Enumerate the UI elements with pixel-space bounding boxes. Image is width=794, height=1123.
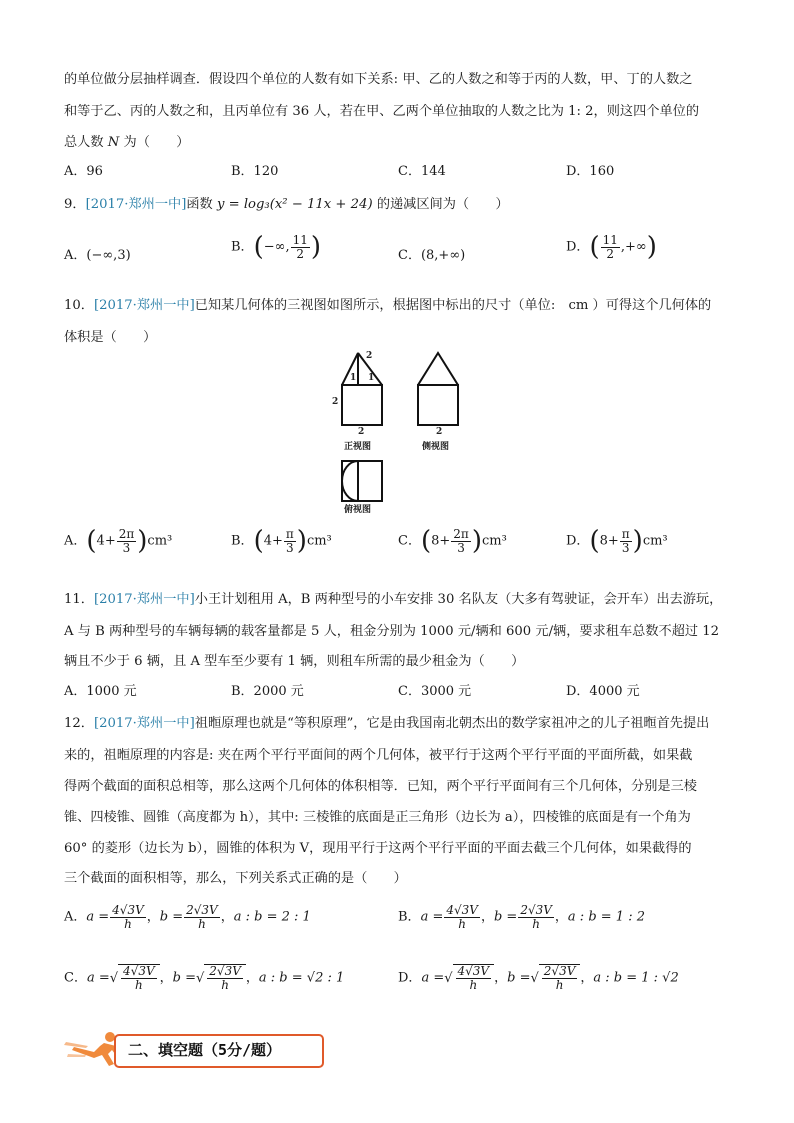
lhs-b: b = <box>493 909 518 925</box>
q8-option-c[interactable]: C．144 <box>398 164 446 179</box>
numerator: 4√3V <box>446 903 478 917</box>
section-title: 二、填空题（5分/题） <box>128 1041 282 1059</box>
fraction <box>601 234 620 260</box>
q12-option-a-label: A． <box>64 909 87 925</box>
numerator: 11 <box>292 232 308 247</box>
q9-option-a-expr: (−∞,3) <box>86 248 131 263</box>
numerator: 2√3V <box>520 903 552 917</box>
q10-option-c[interactable]: C．(8+ $\frac{2\pi}{3}$ )cm³ <box>398 526 507 556</box>
q12-stem-line3: 得两个截面的面积总相等，那么这两个几何体的体积相等．已知，两个平行平面间有三个几何体，分别是三棱 <box>64 779 697 794</box>
q10-stem-line1 <box>64 294 711 313</box>
q9-text-b: 的递减区间为（ ） <box>376 197 509 212</box>
lhs-a: a = <box>420 909 444 925</box>
fraction <box>184 904 220 930</box>
q8-text-line1: 的单位做分层抽样调查．假设四个单位的人数有如下关系: 甲、乙的人数之和等于丙的人数，甲、丁的人数之 <box>64 72 693 87</box>
dim-label: 2 <box>358 427 365 437</box>
unit: cm³ <box>306 533 332 549</box>
fraction <box>451 528 471 554</box>
q10-option-b-int: 4 <box>263 533 272 549</box>
q11-text-a: 小王计划租用 A，B 两种型号的小车安排 30 名队友（大多有驾驶证，会开车）出去游玩， <box>194 592 723 607</box>
left-paren: ( <box>589 526 600 556</box>
ratio: a : b = √2 : 1 <box>258 970 345 986</box>
fraction <box>121 965 157 991</box>
q12-stem-line2: 来的，祖暅原理的内容是: 夹在两个平行平面间的两个几何体，被平行于这两个平行平面的平面所截，如果截 <box>64 748 693 763</box>
q12-option-d[interactable]: D．a =√ $\frac{4√3V}{h}$ ，b =√ $\frac{2√3V}{h}$ ，a : b = 1 : √2 <box>398 964 679 992</box>
q11-option-d[interactable]: D．4000 元 <box>566 684 640 699</box>
q9-source-tag: [2017·郑州一中] <box>85 197 187 212</box>
radicand <box>539 964 581 991</box>
q12-option-b-label: B． <box>398 909 421 925</box>
q9-option-b-label: B． <box>231 239 254 255</box>
q8-text-line3 <box>64 131 189 150</box>
q9-option-c-label: C． <box>398 248 421 263</box>
q9-text-a: 函数 <box>186 197 213 212</box>
q8-var-n: N <box>107 135 120 150</box>
fraction <box>444 904 480 930</box>
dim-label: 1 <box>368 373 375 383</box>
denominator: h <box>124 916 132 931</box>
right-paren: ) <box>310 232 322 262</box>
fraction <box>620 528 632 554</box>
side-view-caption: 侧视图 <box>422 442 450 452</box>
dim-label: 2 <box>332 397 339 407</box>
dim-label: 1 <box>350 373 357 383</box>
right-paren: ) <box>137 526 148 556</box>
sqrt-sign: √ <box>109 970 119 986</box>
q10-number: 10． <box>64 298 94 313</box>
fraction <box>284 528 296 554</box>
q12-stem-line6: 三个截面的面积相等，那么，下列关系式正确的是（ ） <box>64 871 407 886</box>
q12-text-a: 祖暅原理也就是“等积原理”，它是由我国南北朝杰出的数学家祖冲之的儿子祖暅首先提出 <box>194 716 710 731</box>
q11-stem-line3: 辆且不少于 6 辆，且 A 型车至少要有 1 辆，则租车所需的最少租金为（ ） <box>64 654 525 669</box>
fraction <box>456 965 492 991</box>
q12-source-tag: [2017·郑州一中] <box>93 716 195 731</box>
denominator: 3 <box>122 540 131 555</box>
fraction <box>207 965 243 991</box>
top-view-caption: 俯视图 <box>344 505 372 515</box>
q12-stem-line4: 锥、四棱锥、圆锥（高度都为 h），其中: 三棱锥的底面是正三角形（边长为 a），四棱锥的底面是有一个角为 <box>64 810 691 825</box>
q12-option-d-label: D． <box>398 970 422 986</box>
q8-text-line2: 和等于乙、丙的人数之和，且丙单位有 36 人，若在甲、乙两个单位抽取的人数之比为 1: 2，则这四个单位的 <box>64 104 700 119</box>
q9-stem <box>64 193 509 212</box>
q9-option-c-expr: (8,+∞) <box>420 248 466 263</box>
q10-option-b-label: B． <box>231 533 254 549</box>
q10-option-a-int: 4 <box>96 533 105 549</box>
numerator: 2π <box>453 526 469 541</box>
q10-option-a[interactable]: A．(4+ $\frac{2\pi}{3}$ )cm³ <box>64 526 173 556</box>
section-banner <box>64 1028 324 1068</box>
q10-text-a: 已知某几何体的三视图如图所示，根据图中标出的尺寸（单位: cm ）可得这个几何体的 <box>194 298 712 313</box>
numerator: 2π <box>118 526 135 541</box>
denominator: h <box>134 977 143 992</box>
three-view-figure <box>322 345 462 519</box>
q9-option-b-pre: −∞, <box>263 239 290 255</box>
denominator: h <box>198 916 206 931</box>
right-paren: ) <box>632 526 643 556</box>
q8-text-b: 为（ ） <box>123 135 190 150</box>
right-paren: ) <box>646 232 657 262</box>
numerator: 2√3V <box>209 964 241 978</box>
q12-stem-line5: 60° 的菱形（边长为 b），圆锥的体积为 V，现用平行于这两个平行平面的平面去截三个几何体，如果截得的 <box>64 841 692 856</box>
left-paren: ( <box>86 526 97 556</box>
q9-expression: y = log₃(x² − 11x + 24) <box>216 197 373 212</box>
numerator: 2√3V <box>543 964 576 978</box>
q10-stem-line2: 体积是（ ） <box>64 330 157 345</box>
lhs-a: a = <box>421 970 445 986</box>
q12-option-c-label: C． <box>64 970 87 986</box>
unit: cm³ <box>147 533 173 549</box>
numerator: 4√3V <box>457 964 490 978</box>
denominator: 3 <box>457 540 465 555</box>
q8-option-a[interactable]: A．96 <box>64 164 103 179</box>
q9-option-d[interactable] <box>566 232 657 262</box>
numerator: 2√3V <box>186 903 218 917</box>
lhs-b: b = <box>172 970 196 986</box>
sqrt-sign: √ <box>196 970 205 986</box>
lhs-b: b = <box>159 909 184 925</box>
dim-label: 2 <box>436 427 443 437</box>
numerator: 4√3V <box>112 903 144 917</box>
dim-label: 2 <box>366 351 373 361</box>
q11-option-c[interactable]: C．3000 元 <box>398 684 472 699</box>
q10-option-c-int: 8 <box>431 533 440 549</box>
q10-option-a-label: A． <box>64 533 87 549</box>
denominator: 3 <box>286 540 294 555</box>
radicand <box>118 964 160 991</box>
q11-stem-line2: A 与 B 两种型号的车辆每辆的载客量都是 5 人，租金分别为 1000 元/辆和 600 元/辆，要求租车总数不超过 12 <box>64 624 720 639</box>
q10-option-d[interactable]: D．(8+ $\frac{\pi}{3}$ )cm³ <box>566 526 668 556</box>
q10-option-d-int: 8 <box>599 533 608 549</box>
unit: cm³ <box>642 533 668 549</box>
q12-stem-line1 <box>64 712 709 731</box>
lhs-a: a = <box>86 970 110 986</box>
unit: cm³ <box>481 533 507 549</box>
denominator: 2 <box>606 246 615 261</box>
q11-stem-line1 <box>64 588 722 607</box>
fraction <box>518 904 554 930</box>
fraction <box>291 234 310 260</box>
q9-number: 9． <box>64 197 86 212</box>
left-paren: ( <box>253 526 264 556</box>
denominator: h <box>532 916 540 931</box>
ratio: a : b = 1 : √2 <box>593 970 679 986</box>
numerator: π <box>621 526 630 541</box>
q11-option-a[interactable]: A．1000 元 <box>64 684 137 699</box>
right-paren: ) <box>296 526 307 556</box>
q11-number: 11． <box>64 592 94 607</box>
denominator: 2 <box>296 246 305 261</box>
ratio: a : b = 2 : 1 <box>233 909 311 925</box>
radicand <box>453 964 495 991</box>
numerator: 11 <box>602 232 618 247</box>
q9-option-c[interactable] <box>398 244 465 263</box>
sqrt-sign: √ <box>444 970 453 986</box>
radicand <box>204 964 246 991</box>
q10-source-tag: [2017·郑州一中] <box>93 298 195 313</box>
q9-option-a-label: A． <box>64 248 87 263</box>
q9-option-d-label: D． <box>566 239 590 255</box>
q12-number: 12． <box>64 716 94 731</box>
q8-option-d[interactable]: D．160 <box>566 164 615 179</box>
ratio: a : b = 1 : 2 <box>567 909 645 925</box>
q11-source-tag: [2017·郑州一中] <box>93 592 195 607</box>
lhs-a: a = <box>86 909 110 925</box>
left-paren: ( <box>253 232 264 262</box>
denominator: h <box>458 916 466 931</box>
numerator: π <box>285 526 294 541</box>
q9-option-b[interactable] <box>231 232 321 262</box>
left-paren: ( <box>420 526 432 556</box>
q10-option-c-label: C． <box>398 533 421 549</box>
q12-option-b[interactable]: B．a = $\frac{4√3V}{h}$ ，b = $\frac{2√3V}{h}$ ，a : b = 1 : 2 <box>398 903 645 931</box>
q11-option-b[interactable]: B．2000 元 <box>231 684 304 699</box>
denominator: h <box>555 977 564 992</box>
numerator: 4√3V <box>123 964 155 978</box>
q12-option-a[interactable]: A．a = $\frac{4√3V}{h}$ ，b = $\frac{2√3V}{h}$ ，a : b = 2 : 1 <box>64 903 311 931</box>
q9-option-d-post: ,+∞ <box>620 239 647 255</box>
right-paren: ) <box>471 526 482 556</box>
q9-option-a[interactable] <box>64 244 131 263</box>
denominator: h <box>221 977 229 992</box>
q10-option-b[interactable]: B．(4+ $\frac{\pi}{3}$ )cm³ <box>231 526 332 556</box>
sqrt-sign: √ <box>530 970 539 986</box>
lhs-b: b = <box>507 970 531 986</box>
fraction <box>542 965 578 991</box>
fraction <box>117 528 137 554</box>
q8-option-b[interactable]: B．120 <box>231 164 279 179</box>
q12-option-c[interactable]: C．a =√ $\frac{4√3V}{h}$ ，b =√ $\frac{2√3V}{h}$ ，a : b = √2 : 1 <box>64 964 345 992</box>
front-view-caption: 正视图 <box>344 442 372 452</box>
denominator: 3 <box>621 540 630 555</box>
denominator: h <box>469 977 478 992</box>
q8-text-a: 总人数 <box>64 135 104 150</box>
fraction <box>110 904 146 930</box>
left-paren: ( <box>589 232 600 262</box>
q10-option-d-label: D． <box>566 533 590 549</box>
